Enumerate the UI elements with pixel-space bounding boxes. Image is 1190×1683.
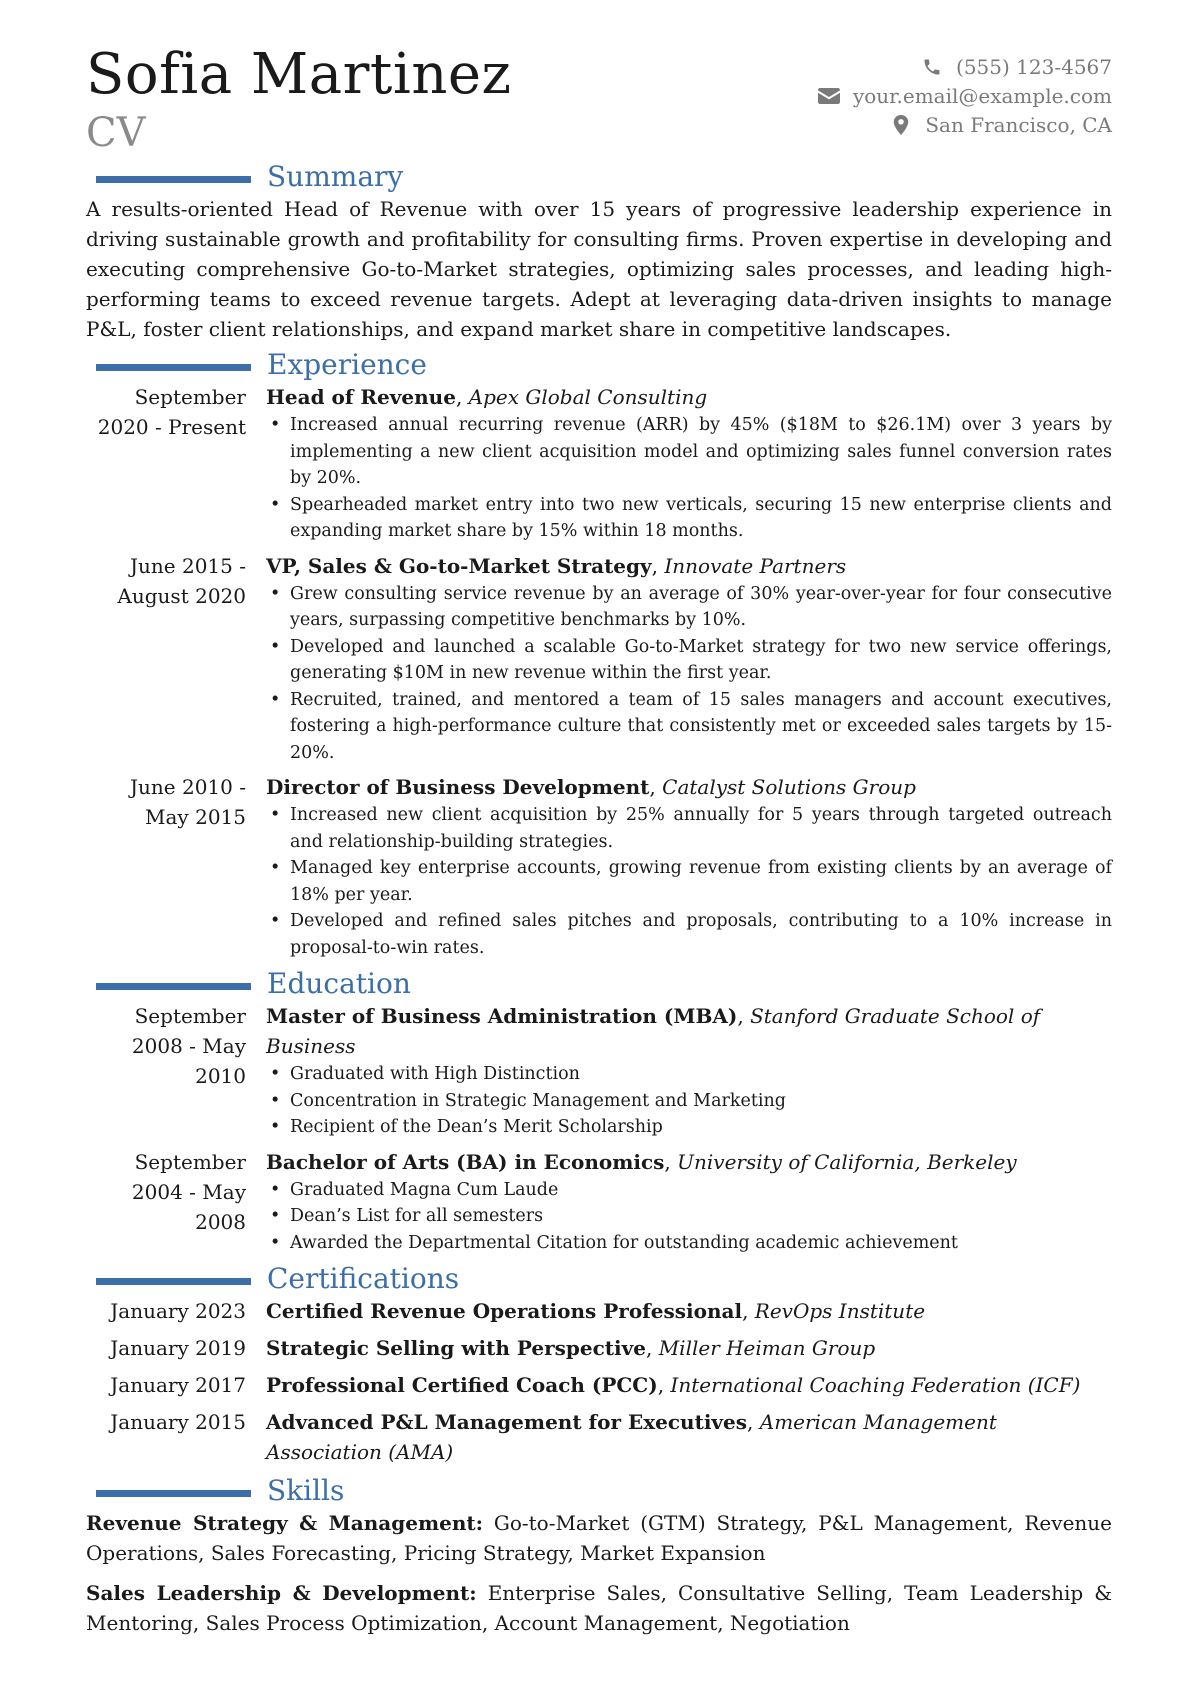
skill-group-label: Sales Leadership & Development: xyxy=(86,1581,477,1605)
certification-entry xyxy=(86,1370,1112,1400)
section-title: Summary xyxy=(267,160,404,193)
entry-org: Catalyst Solutions Group xyxy=(662,775,916,799)
document-type: CV xyxy=(86,110,146,156)
entry-date: January 2023 xyxy=(110,1299,246,1323)
list-item: • Managed key enterprise accounts, growing revenue from existing clients by an average of 18% per year. xyxy=(266,855,1112,908)
section-skills-heading xyxy=(86,1474,1112,1508)
skill-group xyxy=(86,1508,1112,1568)
skill-group-items: Go-to-Market (GTM) Strategy, P&L Management, Revenue Operations, Sales Forecasting, Pricing Strategy, Market Expansion xyxy=(86,1511,1112,1565)
entry-role: Strategic Selling with Perspective xyxy=(266,1336,646,1360)
entry-title: Bachelor of Arts (BA) in Economics, University of California, Berkeley xyxy=(266,1149,1017,1174)
phone-icon xyxy=(920,57,944,77)
list-item: • Increased new client acquisition by 25% annually for 5 years through targeted outreach and relationship-building strategies. xyxy=(266,802,1112,855)
envelope-icon xyxy=(817,86,841,106)
email-text: your.email@example.com xyxy=(852,83,1112,108)
contact-email[interactable] xyxy=(817,81,1112,110)
entry-bullets xyxy=(266,1177,1112,1257)
entry-title: Director of Business Development, Catalyst Solutions Group xyxy=(266,775,916,799)
skill-group-label: Revenue Strategy & Management: xyxy=(86,1511,483,1535)
entry-date: June 2015 - August 2020 xyxy=(117,553,246,608)
entry-role: Head of Revenue xyxy=(266,385,456,409)
map-pin-icon xyxy=(889,115,913,135)
cv-header xyxy=(86,40,1112,158)
entry-role: Master of Business Administration (MBA) xyxy=(266,1004,738,1028)
entry-title: Certified Revenue Operations Professional, RevOps Institute xyxy=(266,1299,926,1323)
entry-date: January 2015 xyxy=(110,1410,246,1434)
contact-location xyxy=(817,110,1112,139)
summary-text: A results-oriented Head of Revenue with over 15 years of progressive leadership experience in driving sustainable growth and profitability for consulting firms. Proven expertise in developing and executing comprehensive Go-to-Market strategies, optimizing sales processes, and leading high-performing teams to exceed revenue targets. Adept at leveraging data-driven insights to manage P&L, foster client relationships, and expand market share in competitive landscapes. xyxy=(86,197,1112,341)
section-certifications-heading xyxy=(86,1262,1112,1296)
entry-org: International Coaching Federation (ICF) xyxy=(670,1373,1081,1397)
certification-entry xyxy=(86,1407,1112,1467)
entry-title: Professional Certified Coach (PCC), International Coaching Federation (ICF) xyxy=(266,1373,1081,1397)
education-entry xyxy=(86,1001,1112,1141)
entry-bullets xyxy=(266,1061,1112,1141)
list-item: • Increased annual recurring revenue (ARR) by 45% ($18M to $26.1M) over 3 years by implementing a new client acquisition model and optimizing sales funnel conversion rates by 20%. xyxy=(266,412,1112,492)
contact-phone[interactable] xyxy=(817,52,1112,81)
section-education-heading xyxy=(86,967,1112,1001)
entry-org: Miller Heiman Group xyxy=(658,1336,876,1360)
section-rule xyxy=(96,983,251,990)
entry-date: January 2019 xyxy=(110,1336,246,1360)
entry-date: September 2008 - May 2010 xyxy=(131,1004,246,1088)
section-title: Skills xyxy=(267,1474,345,1507)
experience-entry xyxy=(86,382,1112,545)
skill-group-items: Enterprise Sales, Consultative Selling, Team Leadership & Mentoring, Sales Process Optimization, Account Management, Negotiation xyxy=(86,1581,1112,1635)
entry-org: Stanford Graduate School of Business xyxy=(266,1004,1041,1058)
entry-org: University of California, Berkeley xyxy=(677,1149,1017,1174)
entry-date: June 2010 - May 2015 xyxy=(130,775,246,829)
entry-title: VP, Sales & Go-to-Market Strategy, Innovate Partners xyxy=(266,553,847,578)
list-item: • Recipient of the Dean’s Merit Scholarship xyxy=(266,1114,1112,1141)
section-rule xyxy=(96,1278,251,1285)
list-item: • Recruited, trained, and mentored a team of 15 sales managers and account executives, fostering a high-performance culture that consistently met or exceeded sales targets by 15-20%. xyxy=(266,687,1112,767)
list-item: • Developed and launched a scalable Go-to-Market strategy for two new service offerings, generating $10M in new revenue within the first year. xyxy=(266,634,1112,687)
section-summary-heading xyxy=(86,160,1112,194)
section-rule xyxy=(96,364,251,371)
entry-role: Advanced P&L Management for Executives xyxy=(266,1410,748,1434)
entry-date: September 2020 - Present xyxy=(97,385,246,439)
skill-group xyxy=(86,1578,1112,1638)
entry-org: American Management Association (AMA) xyxy=(266,1410,997,1464)
experience-entry xyxy=(86,551,1112,767)
section-experience-heading xyxy=(86,348,1112,382)
list-item: • Graduated Magna Cum Laude xyxy=(266,1177,1112,1204)
entry-title: Strategic Selling with Perspective, Miller Heiman Group xyxy=(266,1336,876,1360)
entry-bullets xyxy=(266,581,1112,767)
location-text: San Francisco, CA xyxy=(925,112,1112,137)
certification-entry xyxy=(86,1333,1112,1363)
list-item: • Concentration in Strategic Management and Marketing xyxy=(266,1088,1112,1115)
education-entry xyxy=(86,1147,1112,1257)
experience-entry xyxy=(86,772,1112,961)
section-rule xyxy=(96,1490,251,1497)
list-item: • Developed and refined sales pitches and proposals, contributing to a 10% increase in proposal-to-win rates. xyxy=(266,908,1112,961)
list-item: • Grew consulting service revenue by an average of 30% year-over-year for four consecutive years, surpassing competitive benchmarks by 10%. xyxy=(266,581,1112,634)
entry-org: RevOps Institute xyxy=(754,1299,926,1323)
entry-bullets xyxy=(266,802,1112,961)
certification-entry xyxy=(86,1296,1112,1326)
entry-title: Master of Business Administration (MBA), Stanford Graduate School of Business xyxy=(266,1004,1041,1058)
list-item: • Graduated with High Distinction xyxy=(266,1061,1112,1088)
entry-title: Advanced P&L Management for Executives, American Management Association (AMA) xyxy=(266,1410,997,1464)
entry-role: Director of Business Development xyxy=(266,775,650,799)
person-name: Sofia Martinez xyxy=(86,42,512,107)
entry-role: Professional Certified Coach (PCC) xyxy=(266,1373,658,1397)
entry-title: Head of Revenue, Apex Global Consulting xyxy=(266,385,708,409)
entry-date: January 2017 xyxy=(110,1373,246,1397)
phone-text: (555) 123-4567 xyxy=(956,54,1112,79)
contact-info xyxy=(817,52,1112,139)
section-title: Education xyxy=(267,967,411,1000)
section-rule xyxy=(96,176,251,183)
entry-bullets xyxy=(266,412,1112,545)
entry-role: Bachelor of Arts (BA) in Economics xyxy=(266,1149,665,1174)
entry-org: Innovate Partners xyxy=(664,553,847,578)
section-title: Certifications xyxy=(267,1262,460,1295)
entry-org: Apex Global Consulting xyxy=(468,385,708,409)
list-item: • Dean’s List for all semesters xyxy=(266,1203,1112,1230)
list-item: • Awarded the Departmental Citation for outstanding academic achievement xyxy=(266,1230,1112,1257)
section-title: Experience xyxy=(267,348,427,381)
entry-date: September 2004 - May 2008 xyxy=(131,1149,246,1234)
list-item: • Spearheaded market entry into two new verticals, securing 15 new enterprise clients and expanding market share by 15% within 18 months. xyxy=(266,492,1112,545)
cv-page xyxy=(86,40,1112,1648)
entry-role: Certified Revenue Operations Professional xyxy=(266,1299,743,1323)
entry-role: VP, Sales & Go-to-Market Strategy xyxy=(266,553,652,578)
